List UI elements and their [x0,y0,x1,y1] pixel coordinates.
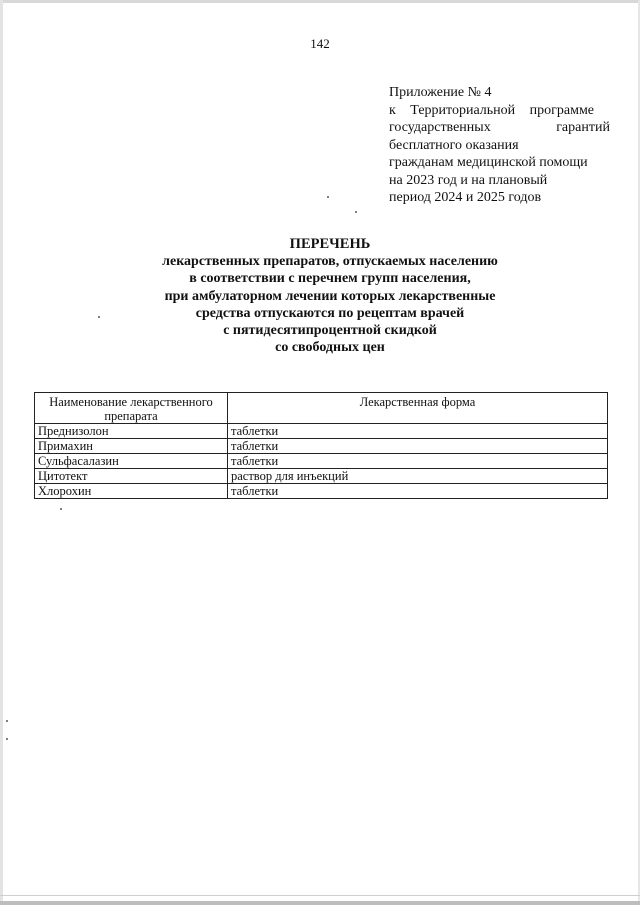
table-row [35,484,608,499]
page-number: 142 [310,36,330,51]
drug-name-cell: Сульфасалазин [35,454,228,469]
appendix-line: на 2023 год и на плановый [389,172,548,188]
title-heading: ПЕРЕЧЕНЬ [289,236,371,252]
appendix-line: Приложение № 4 [389,85,492,100]
dosage-form-cell: раствор для инъекций [228,469,608,484]
appendix-line: бесплатного оказания [389,137,519,153]
table-header-row [35,393,608,424]
scan-speck [60,508,62,510]
dosage-form-cell: таблетки [228,484,608,499]
table-row [35,454,608,469]
dosage-form-cell: таблетки [228,439,608,454]
document-title [0,236,640,356]
appendix-line: период 2024 и 2025 годов [389,190,542,205]
scan-speck [6,720,8,722]
scan-bottom-edge [0,901,640,905]
dosage-form-cell: таблетки [228,454,608,469]
appendix-line: гражданам медицинской помощи [389,155,588,170]
drug-name-cell: Хлорохин [35,484,228,499]
table-row [35,439,608,454]
dosage-form-cell: таблетки [228,424,608,439]
title-line: со свободных цен [275,340,385,356]
title-line: в соответствии с перечнем групп населения, [189,271,471,287]
scan-speck [98,316,100,318]
header-dosage-form: Лекарственная форма [228,393,608,424]
header-drug-name: Наименование лекарственного препарата [35,393,228,424]
drug-name-cell: Цитотект [35,469,228,484]
appendix-line: государственных гарантий [389,120,610,135]
appendix-note [389,84,611,207]
drug-table [34,392,608,499]
table-row [35,424,608,439]
scan-top-edge [0,0,640,3]
scan-left-edge [0,0,3,905]
appendix-line: к Территориальной программе [389,102,595,118]
scan-speck [355,211,357,213]
title-line: с пятидесятипроцентной скидкой [223,323,437,339]
title-line: при амбулаторном лечении которых лекарственные [164,288,496,304]
drug-name-cell: Примахин [35,439,228,454]
table-row [35,469,608,484]
scan-speck [327,196,329,198]
drug-name-cell: Преднизолон [35,424,228,439]
title-line: средства отпускаются по рецептам врачей [195,305,465,321]
scan-bottom-line [0,895,640,896]
title-line: лекарственных препаратов, отпускаемых населению [162,254,498,270]
scan-speck [6,738,8,740]
